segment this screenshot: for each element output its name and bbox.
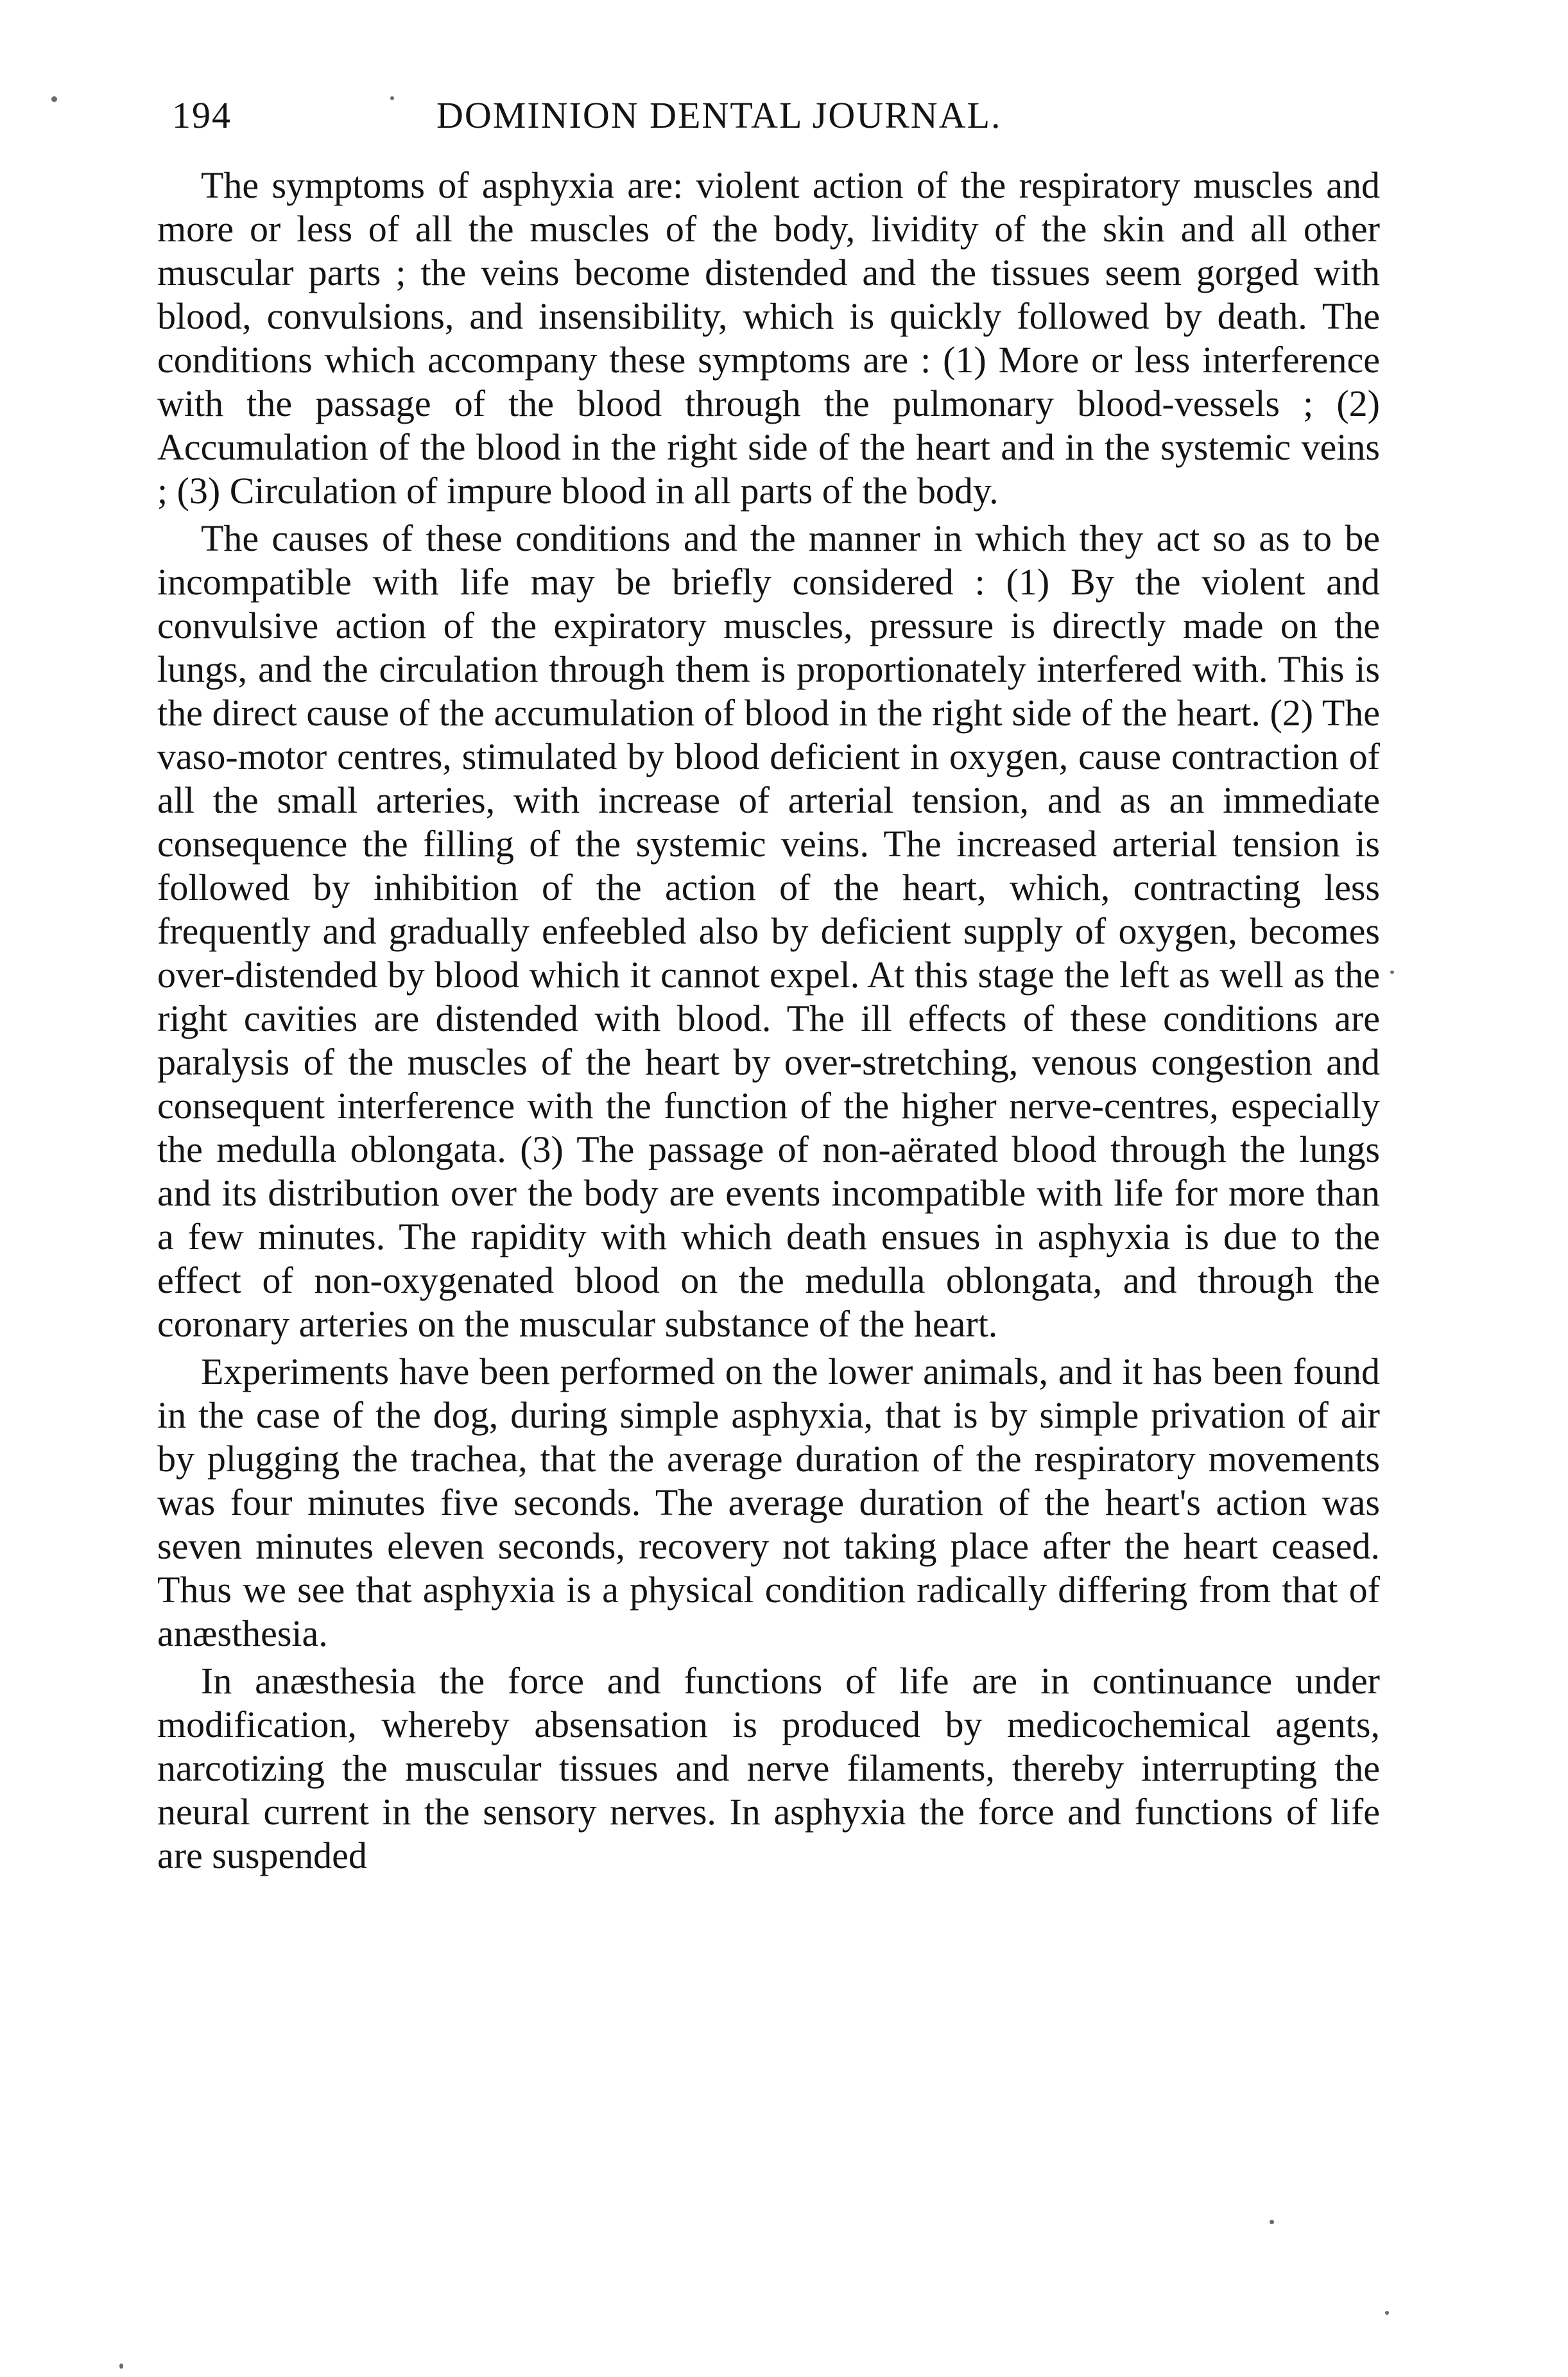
scan-speck — [51, 96, 57, 102]
scan-speck — [1270, 2220, 1274, 2224]
journal-title: DOMINION DENTAL JOURNAL. — [436, 94, 1002, 136]
running-head — [172, 90, 1391, 141]
paragraph-anaesthesia-comparison: In anæsthesia the force and functions of life are in continuance under modification, whereby absensation is produced by medicochemical agents, narcotizing the muscular tissues and nerve filaments, thereby interrupting the neural current in the sensory nerves. In asphyxia the force and functions of life are suspended — [157, 1660, 1380, 1876]
scan-speck — [119, 2364, 123, 2369]
paragraph-asphyxia-symptoms: The symptoms of asphyxia are: violent action of the respiratory muscles and more or less of all the muscles of the body, lividity of the skin and all other muscular parts ; the veins become distended and the tissues seem gorged with blood, convulsions, and insensibility, which is quickly followed by death. The conditions which accompany these symptoms are : (1) More or less interference with the passage of the blood through the pulmonary blood-vessels ; (2) Accumulation of the blood in the right side of the heart and in the systemic veins ; (3) Circulation of impure blood in all parts of the body. — [157, 164, 1380, 512]
body-text — [157, 164, 1380, 1878]
paragraph-causes-of-conditions: The causes of these conditions and the manner in which they act so as to be incompatible with life may be briefly considered : (1) By the violent and convulsive action of the expiratory muscles, pressure is directly made on the lungs, and the circulation through them is proportionately interfered with. This is the direct cause of the accumulation of blood in the right side of the heart. (2) The vaso-motor centres, stimulated by blood deficient in oxygen, cause contraction of all the small arteries, with increase of arterial tension, and as an immediate consequence the filling of the systemic veins. The increased arterial tension is followed by inhibition of the action of the heart, which, contracting less frequently and gradually enfeebled also by deficient supply of oxygen, becomes over-distended by blood which it cannot expel. At this stage the left as well as the right cavities are distended with blood. The ill effects of these conditions are paralysis of the muscles of the heart by over-stretching, venous congestion and consequent interference with the function of the higher nerve-centres, especially the medulla oblongata. (3) The passage of non-aërated blood through the lungs and its distribution over the body are events incompatible with life for more than a few minutes. The rapidity with which death ensues in asphyxia is due to the effect of non-oxygenated blood on the medulla oblongata, and through the coronary arteries on the muscular substance of the heart. — [157, 517, 1380, 1345]
paragraph-dog-experiments: Experiments have been performed on the lower animals, and it has been found in the case of the dog, during simple asphyxia, that is by simple privation of air by plugging the trachea, that the average duration of the respiratory movements was four minutes five seconds. The average duration of the heart's action was seven minutes eleven seconds, recovery not taking place after the heart ceased. Thus we see that asphyxia is a physical condition radically differing from that of anæsthesia. — [157, 1351, 1380, 1654]
scan-speck — [1390, 971, 1394, 974]
scan-speck — [1385, 2311, 1389, 2315]
page-number: 194 — [172, 94, 232, 136]
scan-speck — [390, 96, 394, 100]
